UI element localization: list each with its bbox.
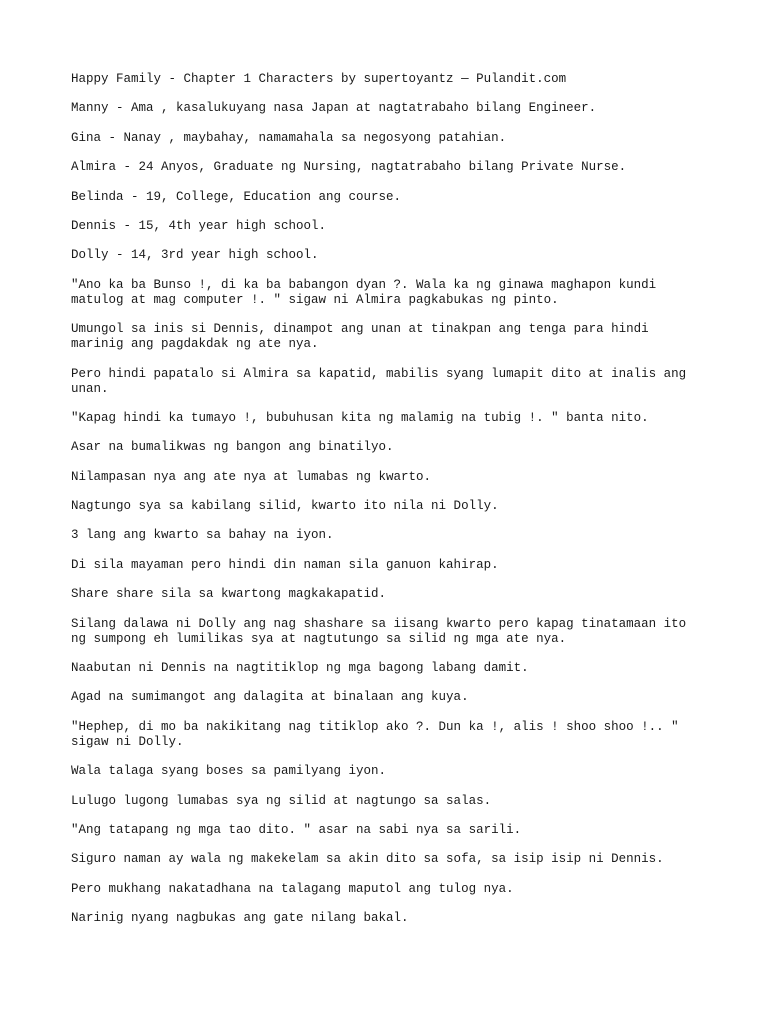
story-paragraph: Lulugo lugong lumabas sya ng silid at nagtungo sa salas. xyxy=(71,793,492,808)
story-paragraph: Wala talaga syang boses sa pamilyang iyon. xyxy=(71,764,387,779)
story-paragraph: Narinig nyang nagbukas ang gate nilang bakal. xyxy=(71,911,409,926)
story-paragraph: Asar na bumalikwas ng bangon ang binatilyo. xyxy=(71,440,394,455)
story-paragraph: "Ang tatapang ng mga tao dito. " asar na sabi nya sa sarili. xyxy=(71,822,522,837)
story-paragraph: Silang dalawa ni Dolly ang nag shashare sa iisang kwarto pero kapag tinatamaan ito ng sumpong eh lumilikas sya at nagtutungo sa silid ng mga ate nya. xyxy=(71,616,687,646)
story-paragraph: "Ano ka ba Bunso !, di ka ba babangon dyan ?. Wala ka ng ginawa maghapon kundi matulog at mag computer !. " sigaw ni Almira pagkabukas ng pinto. xyxy=(71,277,657,307)
story-paragraph: "Hephep, di mo ba nakikitang nag titiklop ako ?. Dun ka !, alis ! shoo shoo !.. " sigaw ni Dolly. xyxy=(71,719,679,749)
story-paragraph: Pero mukhang nakatadhana na talagang maputol ang tulog nya. xyxy=(71,881,514,896)
character-dolly: Dolly - 14, 3rd year high school. xyxy=(71,248,319,263)
document-title: Happy Family - Chapter 1 Characters by supertoyantz — Pulandit.com xyxy=(71,72,567,86)
character-belinda: Belinda - 19, College, Education ang course. xyxy=(71,189,402,204)
story-paragraph: Nagtungo sya sa kabilang silid, kwarto ito nila ni Dolly. xyxy=(71,499,499,514)
story-paragraph: Share share sila sa kwartong magkakapatid. xyxy=(71,587,387,602)
story-paragraph: Siguro naman ay wala ng makekelam sa akin dito sa sofa, sa isip isip ni Dennis. xyxy=(71,852,664,867)
document-body xyxy=(71,72,701,941)
story-paragraph: "Kapag hindi ka tumayo !, bubuhusan kita ng malamig na tubig !. " banta nito. xyxy=(71,410,649,425)
character-almira: Almira - 24 Anyos, Graduate ng Nursing, nagtatrabaho bilang Private Nurse. xyxy=(71,160,627,175)
story-paragraph: Pero hindi papatalo si Almira sa kapatid, mabilis syang lumapit dito at inalis ang unan. xyxy=(71,366,687,396)
character-gina: Gina - Nanay , maybahay, namamahala sa negosyong patahian. xyxy=(71,130,507,145)
story-paragraph: Di sila mayaman pero hindi din naman sila ganuon kahirap. xyxy=(71,557,499,572)
story-paragraph: Agad na sumimangot ang dalagita at binalaan ang kuya. xyxy=(71,690,469,705)
character-dennis: Dennis - 15, 4th year high school. xyxy=(71,218,327,233)
story-paragraph: Umungol sa inis si Dennis, dinampot ang unan at tinakpan ang tenga para hindi marinig ang pagdakdak ng ate nya. xyxy=(71,322,649,352)
story-paragraph: Nilampasan nya ang ate nya at lumabas ng kwarto. xyxy=(71,469,432,484)
story-paragraph: Naabutan ni Dennis na nagtitiklop ng mga bagong labang damit. xyxy=(71,661,529,676)
character-manny: Manny - Ama , kasalukuyang nasa Japan at nagtatrabaho bilang Engineer. xyxy=(71,101,597,116)
story-paragraph: 3 lang ang kwarto sa bahay na iyon. xyxy=(71,528,334,543)
